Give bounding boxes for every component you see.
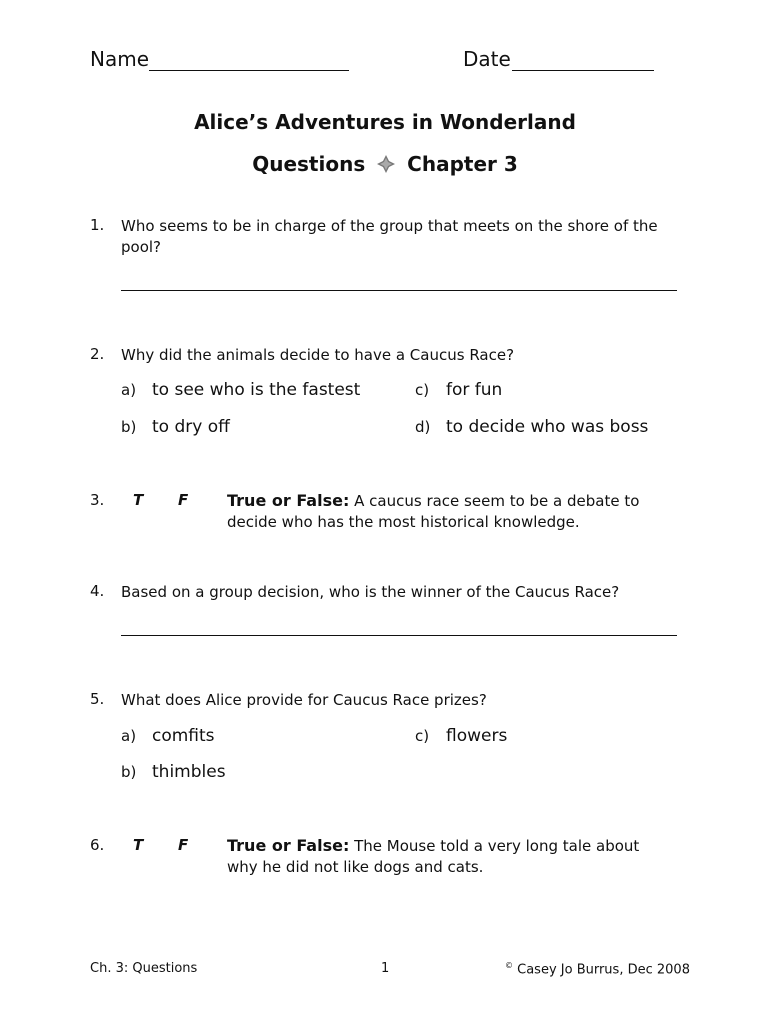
- question-2-number: 2.: [90, 345, 105, 363]
- option-letter: b): [121, 418, 137, 436]
- option-letter: c): [415, 381, 430, 399]
- question-3-number: 3.: [90, 491, 105, 509]
- option-text: to dry off: [152, 417, 230, 437]
- diamond-icon: [376, 154, 396, 174]
- option-text: for fun: [446, 380, 503, 400]
- question-2-text: Why did the animals decide to have a Caucus Race?: [121, 346, 515, 364]
- question-6-text: [227, 835, 667, 878]
- question-6-false-choice[interactable]: F: [178, 836, 189, 854]
- question-5-text: What does Alice provide for Caucus Race prizes?: [121, 691, 487, 709]
- true-false-lead: True or False:: [227, 491, 350, 510]
- page-subtitle: [0, 152, 770, 177]
- question-6-true-choice[interactable]: T: [133, 836, 144, 854]
- option-text: comfits: [152, 726, 215, 746]
- copyright-symbol: ©: [505, 961, 513, 970]
- question-1-text: Who seems to be in charge of the group that meets on the shore of the pool?: [121, 217, 658, 256]
- option-letter: d): [415, 418, 431, 436]
- option-letter: a): [121, 381, 137, 399]
- option-text: to see who is the fastest: [152, 380, 361, 400]
- subtitle-chapter: Chapter 3: [407, 152, 518, 176]
- question-6-number: 6.: [90, 836, 105, 854]
- statement-text: The Mouse told a very long tale about why he did not like dogs and cats.: [227, 837, 640, 876]
- question-3-true-choice[interactable]: T: [133, 491, 144, 509]
- question-2-option-a[interactable]: [121, 380, 360, 400]
- option-text: to decide who was boss: [446, 417, 649, 437]
- page-title: Alice’s Adventures in Wonderland: [194, 110, 576, 134]
- option-letter: b): [121, 763, 137, 781]
- name-label: Name: [90, 47, 150, 71]
- question-2-option-c[interactable]: [415, 380, 502, 400]
- option-text: flowers: [446, 726, 508, 746]
- footer-chapter-label: Ch. 3: Questions: [90, 961, 198, 976]
- footer-author: Casey Jo Burrus, Dec 2008: [513, 962, 690, 978]
- option-letter: a): [121, 727, 137, 745]
- question-1-answer-line[interactable]: [121, 290, 677, 291]
- question-4-number: 4.: [90, 582, 105, 600]
- question-5-option-a[interactable]: [121, 726, 215, 746]
- subtitle-questions: Questions: [252, 152, 366, 176]
- true-false-lead: True or False:: [227, 836, 350, 855]
- question-2-option-b[interactable]: [121, 417, 230, 437]
- question-4-answer-line[interactable]: [121, 635, 677, 636]
- question-5-option-c[interactable]: [415, 726, 507, 746]
- option-text: thimbles: [152, 762, 226, 782]
- footer-copyright: [505, 961, 690, 977]
- question-4-text: Based on a group decision, who is the winner of the Caucus Race?: [121, 583, 620, 601]
- footer-page-number: 1: [381, 961, 390, 976]
- date-label: Date: [463, 47, 511, 71]
- option-letter: c): [415, 727, 430, 745]
- date-blank-line[interactable]: [512, 70, 654, 71]
- statement-text: A caucus race seem to be a debate to decide who has the most historical knowledge.: [227, 492, 640, 531]
- question-5-option-b[interactable]: [121, 762, 226, 782]
- question-3-text: [227, 490, 667, 533]
- question-3-false-choice[interactable]: F: [178, 491, 189, 509]
- name-blank-line[interactable]: [149, 70, 349, 71]
- question-2-option-d[interactable]: [415, 417, 648, 437]
- question-1-number: 1.: [90, 216, 105, 234]
- question-5-number: 5.: [90, 690, 105, 708]
